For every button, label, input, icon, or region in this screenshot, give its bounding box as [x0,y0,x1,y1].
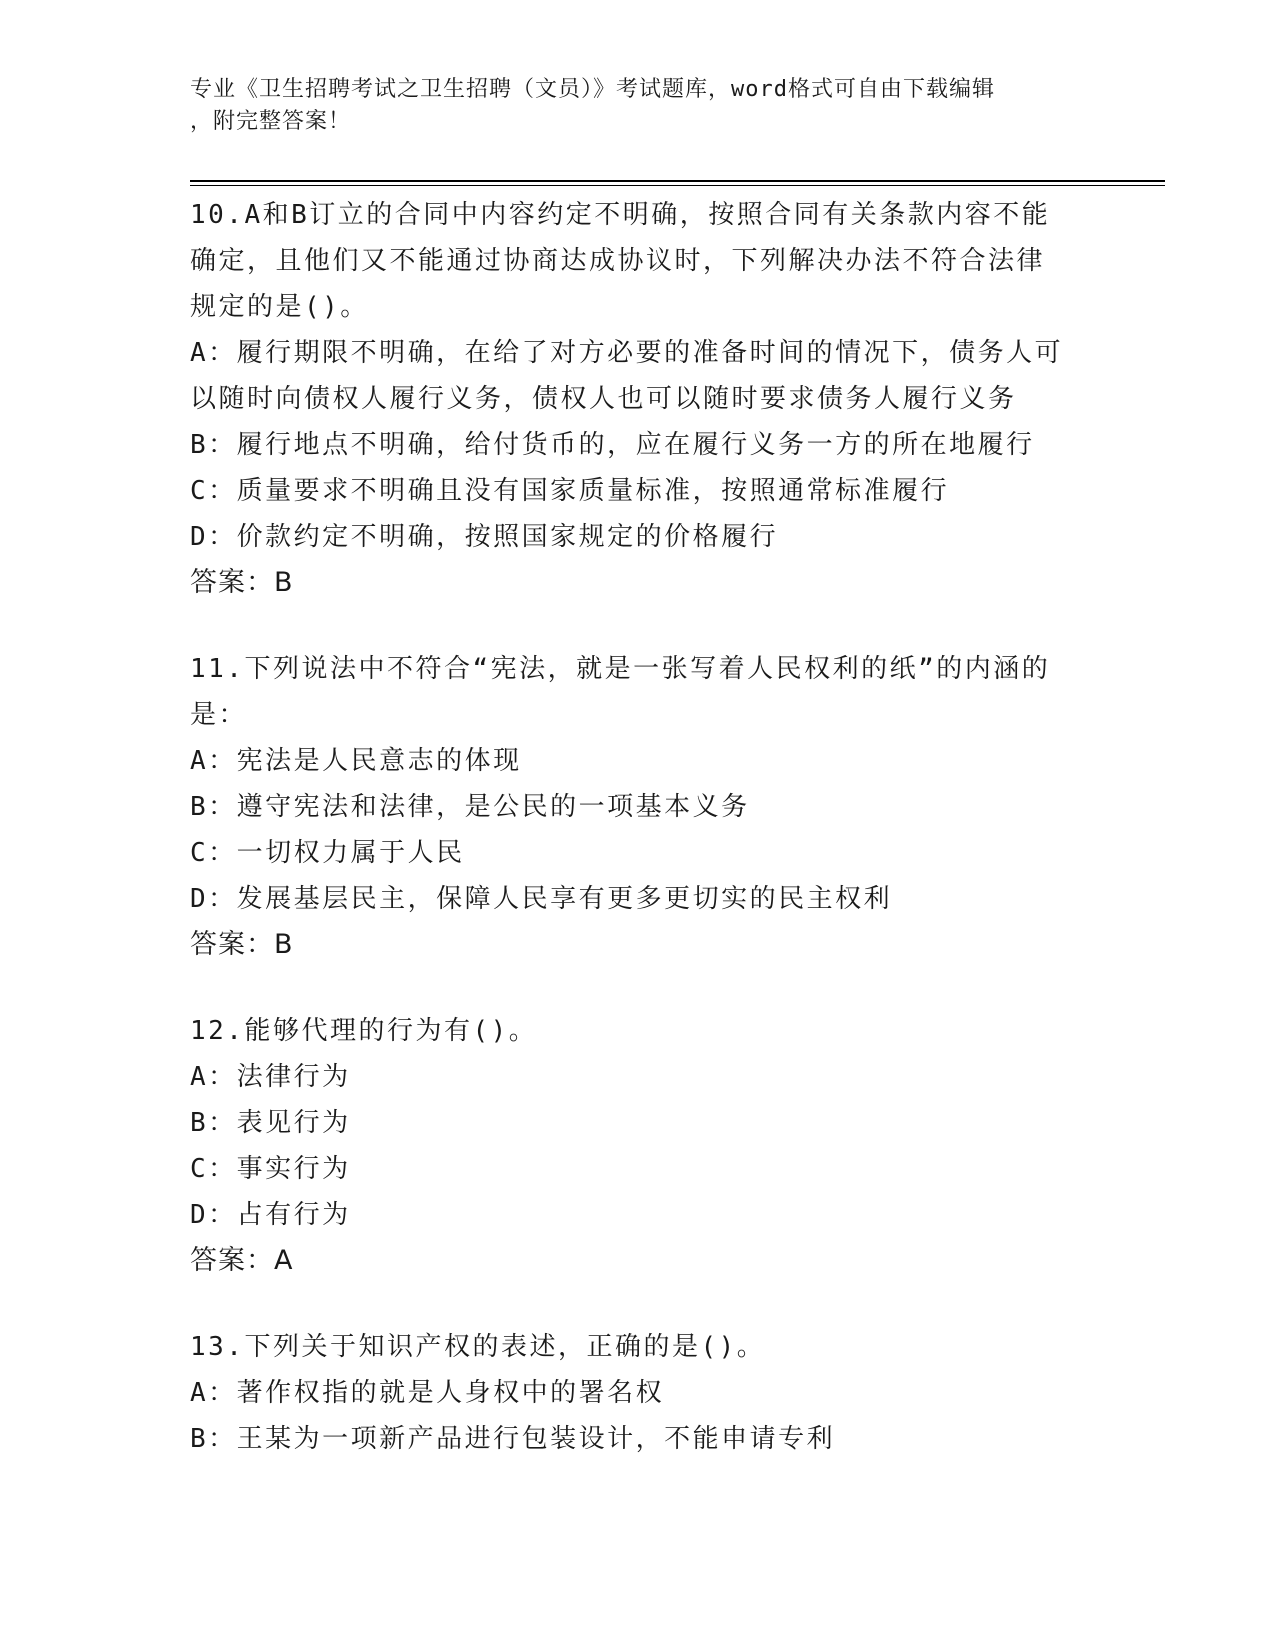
question-11 [190,646,1140,968]
option-b: B：履行地点不明确，给付货币的，应在履行义务一方的所在地履行 [190,430,1035,460]
document-header [190,74,1090,138]
question-13 [190,1324,1140,1462]
option-c: C：质量要求不明确且没有国家质量标准，按照通常标准履行 [190,476,950,506]
header-line-2: ，附完整答案！ [190,109,352,134]
question-stem-line: 10.A和B订立的合同中内容约定不明确，按照合同有关条款内容不能 [190,200,1051,230]
question-stem-line: 规定的是()。 [190,292,369,322]
option-c: C：事实行为 [190,1154,351,1184]
question-list [190,192,1140,1502]
option-d: D：占有行为 [190,1200,351,1230]
option-b: B：表见行为 [190,1108,351,1138]
option-a: A：履行期限不明确，在给了对方必要的准备时间的情况下，债务人可 [190,338,1064,368]
option-a: A：法律行为 [190,1062,351,1092]
header-divider-thick [190,180,1165,182]
answer-line: 答案：B [190,567,294,598]
answer-line: 答案：B [190,929,294,960]
option-a-continued: 以随时向债权人履行义务，债权人也可以随时要求债务人履行义务 [190,384,1017,414]
option-d: D：发展基层民主，保障人民享有更多更切实的民主权利 [190,884,893,914]
question-stem-line: 是： [190,700,248,730]
question-10 [190,192,1140,606]
option-a: A：宪法是人民意志的体现 [190,746,522,776]
question-stem-line: 12.能够代理的行为有()。 [190,1016,538,1046]
question-stem-line: 13.下列关于知识产权的表述，正确的是()。 [190,1332,766,1362]
question-stem-line: 确定，且他们又不能通过协商达成协议时，下列解决办法不符合法律 [190,246,1046,276]
header-line-1: 专业《卫生招聘考试之卫生招聘（文员）》考试题库，word格式可自由下载编辑 [190,77,995,102]
option-b: B：王某为一项新产品进行包装设计，不能申请专利 [190,1424,836,1454]
option-c: C：一切权力属于人民 [190,838,465,868]
option-d: D：价款约定不明确，按照国家规定的价格履行 [190,522,779,552]
option-a: A：著作权指的就是人身权中的署名权 [190,1378,665,1408]
question-12 [190,1008,1140,1284]
answer-line: 答案：A [190,1245,294,1276]
question-stem-line: 11.下列说法中不符合“宪法，就是一张写着人民权利的纸”的内涵的 [190,654,1051,684]
option-b: B：遵守宪法和法律，是公民的一项基本义务 [190,792,750,822]
header-divider-thin [190,185,1165,186]
